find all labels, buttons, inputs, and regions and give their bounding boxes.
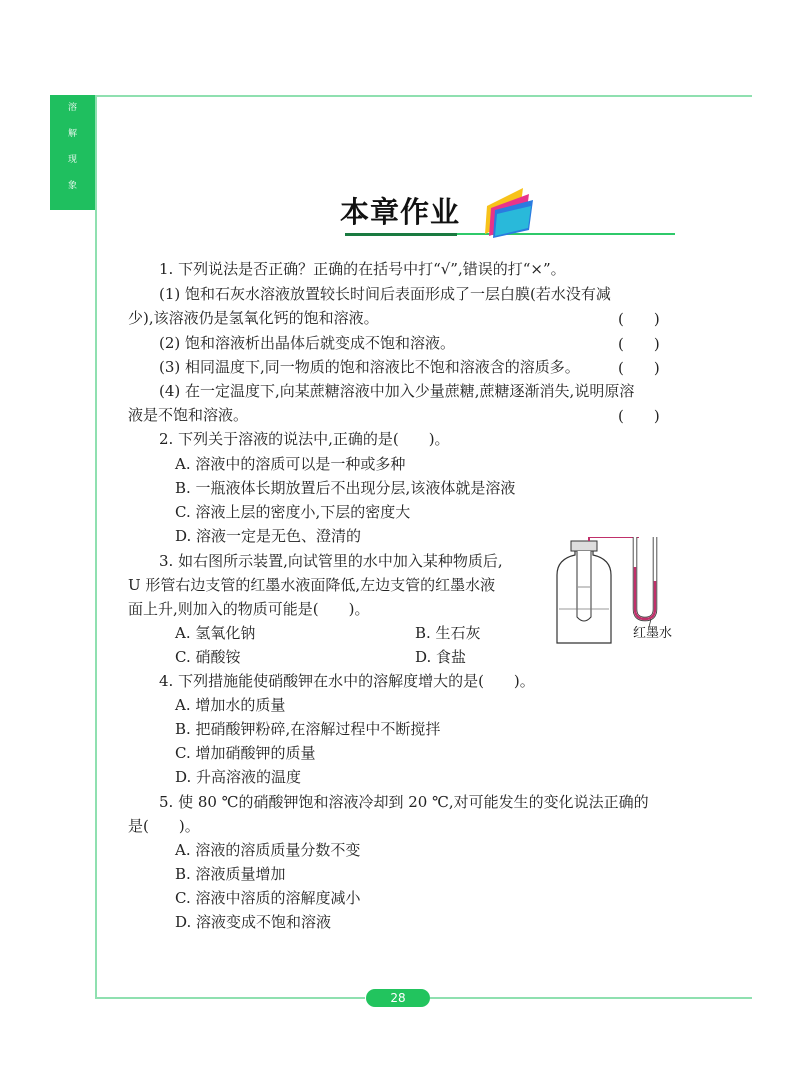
q5-option-c[interactable]: C. 溶液中溶质的溶解度减小 — [175, 889, 361, 907]
chapter-side-tab — [50, 95, 95, 210]
q3-stem-line1: 3. 如右图所示装置,向试管里的水中加入某种物质后, — [159, 552, 503, 570]
q3-stem-line3: 面上升,则加入的物质可能是( )。 — [128, 600, 370, 618]
q5-stem-line1: 5. 使 80 ℃的硝酸钾饱和溶液冷却到 20 ℃,对可能发生的变化说法正确的 — [159, 793, 649, 811]
q1-item4-line1: (4) 在一定温度下,向某蔗糖溶液中加入少量蔗糖,蔗糖逐渐消失,说明原溶 — [159, 382, 635, 400]
q2-option-c[interactable]: C. 溶液上层的密度小,下层的密度大 — [175, 503, 411, 521]
page-number: 28 — [366, 989, 430, 1007]
side-tab-char: 象 — [67, 181, 77, 191]
q3-option-d[interactable]: D. 食盐 — [415, 648, 467, 666]
q1-item4-line2: 液是不饱和溶液。 — [128, 406, 249, 424]
side-tab-char: 解 — [67, 129, 77, 139]
q1-item3: (3) 相同温度下,同一物质的饱和溶液比不饱和溶液含的溶质多。 — [159, 358, 580, 376]
side-tab-char: 现 — [67, 155, 77, 165]
q1-item1-line2: 少),该溶液仍是氢氧化钙的饱和溶液。 — [128, 309, 379, 327]
q2-stem: 2. 下列关于溶液的说法中,正确的是( )。 — [159, 430, 450, 448]
q4-option-c[interactable]: C. 增加硝酸钾的质量 — [175, 744, 316, 762]
q1-item2: (2) 饱和溶液析出晶体后就变成不饱和溶液。 — [159, 334, 456, 352]
book-pages-icon — [483, 184, 535, 240]
q4-option-a[interactable]: A. 增加水的质量 — [175, 696, 286, 714]
q5-option-d[interactable]: D. 溶液变成不饱和溶液 — [175, 913, 332, 931]
q2-option-d[interactable]: D. 溶液一定是无色、澄清的 — [175, 527, 362, 545]
frame-bottom-border — [95, 997, 365, 999]
title-underline-accent — [345, 233, 457, 236]
q3-stem-line2: U 形管右边支管的红墨水液面降低,左边支管的红墨水液 — [128, 576, 496, 594]
q5-option-a[interactable]: A. 溶液的溶质质量分数不变 — [175, 841, 361, 859]
q2-option-a[interactable]: A. 溶液中的溶质可以是一种或多种 — [175, 455, 406, 473]
q1-item1-line1: (1) 饱和石灰水溶液放置较长时间后表面形成了一层白膜(若水没有减 — [159, 285, 611, 303]
answer-blank[interactable]: ( ) — [618, 335, 660, 353]
answer-blank[interactable]: ( ) — [618, 310, 660, 328]
q3-option-c[interactable]: C. 硝酸铵 — [175, 648, 241, 666]
figure-label: 红墨水 — [633, 626, 673, 641]
q4-option-b[interactable]: B. 把硝酸钾粉碎,在溶解过程中不断搅拌 — [175, 720, 441, 738]
q5-stem-line2: 是( )。 — [128, 817, 200, 835]
q3-option-b[interactable]: B. 生石灰 — [415, 624, 481, 642]
q4-option-d[interactable]: D. 升高溶液的温度 — [175, 768, 302, 786]
q2-option-b[interactable]: B. 一瓶液体长期放置后不出现分层,该液体就是溶液 — [175, 479, 516, 497]
frame-bottom-border-right — [430, 997, 752, 999]
answer-blank[interactable]: ( ) — [618, 359, 660, 377]
side-tab-char: 溶 — [67, 103, 77, 113]
q1-stem: 1. 下列说法是否正确？正确的在括号中打“√”,错误的打“×”。 — [159, 260, 566, 278]
q5-option-b[interactable]: B. 溶液质量增加 — [175, 865, 286, 883]
answer-blank[interactable]: ( ) — [618, 407, 660, 425]
page-title: 本章作业 — [340, 195, 461, 229]
frame-top-border — [97, 95, 752, 97]
q3-option-a[interactable]: A. 氢氧化钠 — [175, 624, 256, 642]
frame-left-border — [95, 95, 97, 998]
q4-stem: 4. 下列措施能使硝酸钾在水中的溶解度增大的是( )。 — [159, 672, 535, 690]
